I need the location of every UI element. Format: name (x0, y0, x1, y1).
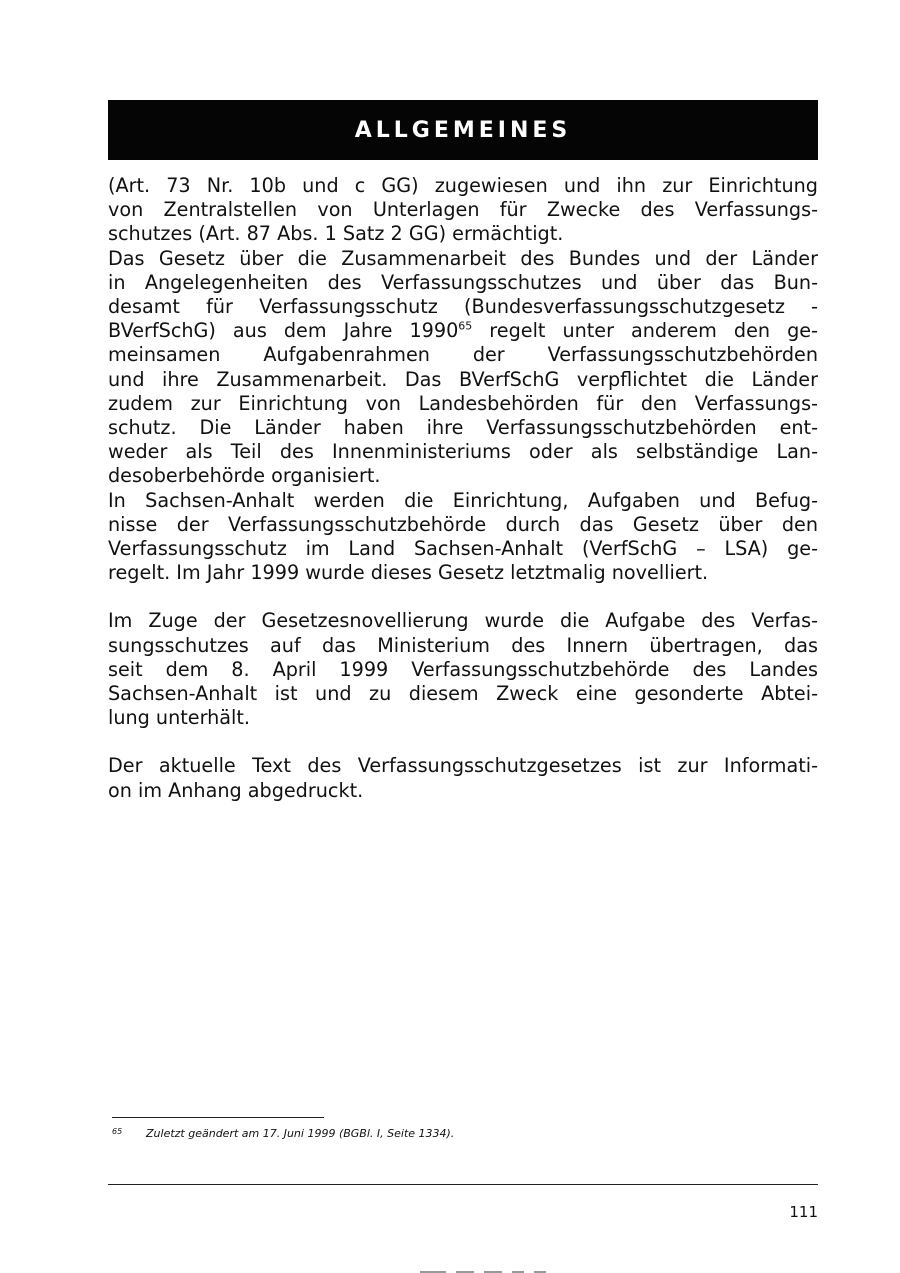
footnote-reference[interactable]: 65 (458, 319, 473, 333)
text-line: in Angelegenheiten des Verfassungsschutzes und über das Bun- (108, 270, 818, 294)
text-line: BVerfSchG) aus dem Jahre 1990$^{65}$ regelt unter anderem den ge- (108, 319, 818, 343)
paragraph (108, 174, 818, 247)
body-text (108, 174, 818, 803)
text-line: regelt. Im Jahr 1999 wurde dieses Gesetz letztmalig novelliert. (108, 561, 709, 585)
paragraph (108, 247, 818, 489)
paragraph (108, 609, 818, 730)
text-line: schutzes (Art. 87 Abs. 1 Satz 2 GG) ermächtigt. (108, 222, 564, 246)
text-line: Der aktuelle Text des Verfassungsschutzgesetzes ist zur Informati- (108, 754, 818, 778)
text-line: von Zentralstellen von Unterlagen für Zwecke des Verfassungs- (108, 198, 818, 222)
text-line: seit dem 8. April 1999 Verfassungsschutzbehörde des Landes (108, 657, 818, 681)
text-line: zudem zur Einrichtung von Landesbehörden für den Verfassungs- (108, 391, 818, 415)
footnote-mark: 65 (112, 1127, 123, 1136)
page-bottom-rule (108, 1184, 818, 1185)
text-line: on im Anhang abgedruckt. (108, 778, 364, 802)
text-line: Im Zuge der Gesetzesnovellierung wurde die Aufgabe des Verfas- (108, 609, 818, 633)
text-line: meinsamen Aufgabenrahmen der Verfassungsschutzbehörden (108, 343, 818, 367)
text-line: und ihre Zusammenarbeit. Das BVerfSchG verpflichtet die Länder (108, 367, 818, 391)
text-line: sungsschutzes auf das Ministerium des Innern übertragen, das (108, 633, 818, 657)
text-line: Sachsen-Anhalt ist und zu diesem Zweck eine gesonderte Abtei- (108, 682, 818, 706)
text-line: In Sachsen-Anhalt werden die Einrichtung, Aufgaben und Befug- (108, 488, 818, 512)
section-header-bar (108, 100, 818, 160)
footnote-text: Zuletzt geändert am 17. Juni 1999 (BGBl. I, Seite 1334). (146, 1127, 455, 1140)
footnote-separator (112, 1117, 324, 1118)
text-line: schutz. Die Länder haben ihre Verfassungsschutzbehörden ent- (108, 416, 818, 440)
text-line: (Art. 73 Nr. 10b und c GG) zugewiesen und ihn zur Einrichtung (108, 174, 818, 197)
text-line: nisse der Verfassungsschutzbehörde durch das Gesetz über den (108, 512, 818, 536)
text-line: desoberbehörde organisiert. (108, 464, 381, 488)
paragraph (108, 489, 818, 586)
section-title: ALLGEMEINES (354, 117, 572, 143)
paragraph (108, 754, 818, 802)
text-line: lung unterhält. (108, 706, 251, 730)
text-line: weder als Teil des Innenministeriums oder als selbständige Lan- (108, 440, 818, 464)
page-number: 111 (789, 1203, 818, 1221)
text-line: desamt für Verfassungsschutz (Bundesverfassungsschutzgesetz - (108, 295, 818, 319)
footnote (112, 1127, 454, 1140)
text-line: Das Gesetz über die Zusammenarbeit des Bundes und der Länder (108, 246, 818, 270)
text-line: Verfassungsschutz im Land Sachsen-Anhalt (VerfSchG – LSA) ge- (108, 537, 818, 561)
